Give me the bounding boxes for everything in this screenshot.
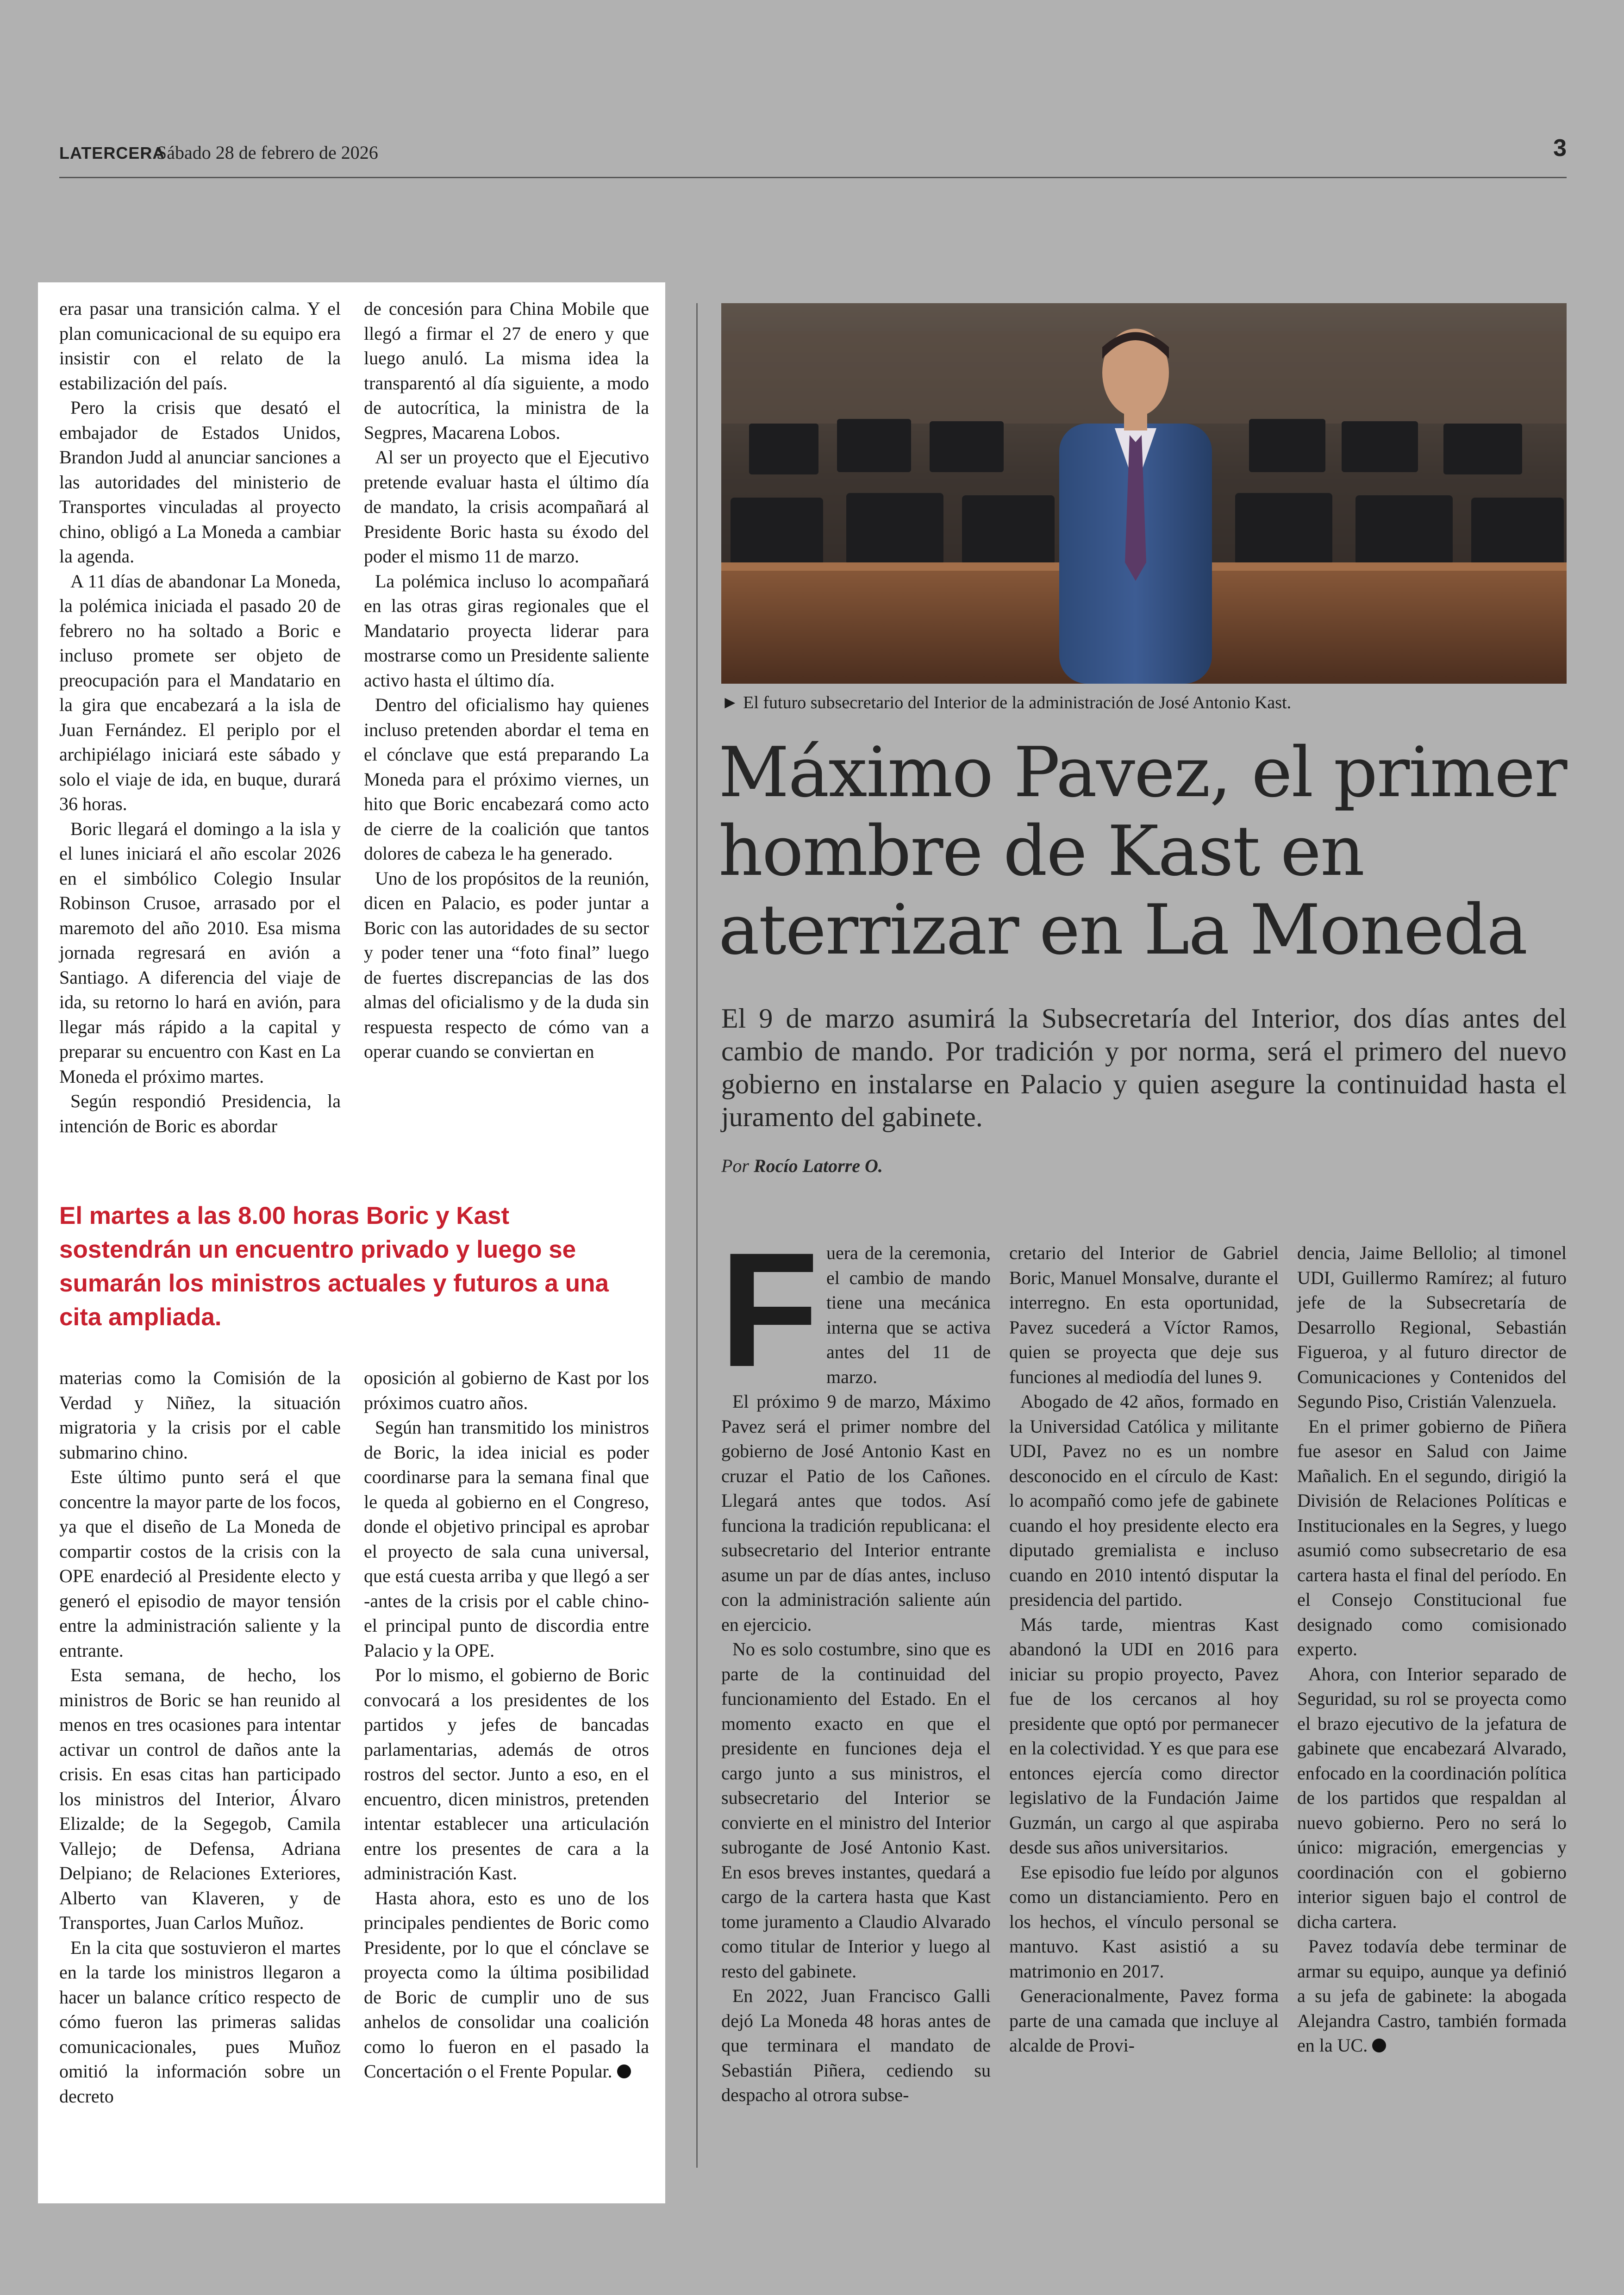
paragraph: En 2022, Juan Francisco Galli dejó La Moneda 48 horas antes de que terminara el mandato de Sebastián Piñera, cediendo su despacho al otrora subse- [721,1985,991,2105]
end-of-article-mark [1372,2039,1386,2052]
page-header [59,134,1567,176]
left-column-1-bottom [59,1366,341,2108]
paragraph: Generacionalmente, Pavez forma parte de una camada que incluye al alcalde de Provi- [1009,1985,1279,2056]
left-column-1-top [59,296,341,1138]
portrait-photo [721,303,1567,684]
drop-cap: F [719,1218,819,1401]
paragraph: Más tarde, mientras Kast abandonó la UDI en 2016 para iniciar su propio proyecto, Pavez fue de los cercanos al hoy presidente que optó por permanecer en la colectividad. Y es que para ese entonces ejercía como director legislativo de la Fundación Jaime Guzmán, un cargo al que aspiraba desde sus años universitarios. [1009,1614,1279,1858]
article-column-3 [1297,1241,1567,2058]
left-column-2-top [364,296,649,1064]
paragraph-text: Hasta ahora, esto es uno de los principales pendientes de Boric como Presidente, por lo que el cónclave se proyecta como la última posibilidad de Boric de cumplir uno de sus anhelos de consolidar una coalición como lo fueron en el pasado la Concertación o el Frente Popular. [364,1887,649,2082]
paragraph: En el primer gobierno de Piñera fue asesor en Salud con Jaime Mañalich. En el segundo, dirigió la División de Relaciones Políticas e Institucionales en la Segres, y luego asumió como subsecretario de esa cartera hasta el final del período. En el Consejo Constitucional fue designado como comisionado experto. [1297,1416,1567,1659]
pull-quote: El martes a las 8.00 horas Boric y Kast sostendrán un encuentro privado y luego se sumarán los ministros actuales y futuros a una cita ampliada. [59,1202,609,1331]
paragraph: materias como la Comisión de la Verdad y Niñez, la situación migratoria y la crisis por el cable submarino chino. [59,1367,341,1463]
paragraph: Boric llegará el domingo a la isla y el lunes iniciará el año escolar 2026 en el simbólico Colegio Insular Robinson Crusoe, arrasado por el maremoto del año 2010. Esa misma jornada regresará en avión a Santiago. A diferencia del viaje de ida, su retorno lo hará en avión, para llegar más rápido a la capital y preparar su encuentro con Kast en La Moneda el próximo martes. [59,818,341,1087]
byline [721,1155,883,1177]
issue-date: Sábado 28 de febrero de 2026 [156,142,378,163]
paragraph: No es solo costumbre, sino que es parte de la continuidad del funcionamiento del Estado. En el momento exacto en que el presidente en funciones deja el cargo junto a sus ministros, el subsecretario del Interior se convierte en el ministro del Interior subrogante de José Antonio Kast. En esos breves instantes, quedará a cargo de la cartera hasta que Kast tome juramento a Claudio Alvarado como titular de Interior y luego al resto del gabinete. [721,1639,991,1982]
paragraph: A 11 días de abandonar La Moneda, la polémica iniciada el pasado 20 de febrero no ha soltado a Boric e incluso promete ser objeto de preocupación para el Mandatario en la gira que encabezará a la isla de Juan Fernández. El periplo por el archipiélago iniciará este sábado y solo el viaje de ida, en buque, durará 36 horas. [59,570,341,814]
page-number: 3 [1553,135,1567,162]
paragraph [1297,1934,1567,2058]
left-column-2-bottom [364,1366,649,2084]
article-column-2 [1009,1241,1279,2058]
byline-author: Rocío Latorre O. [754,1155,883,1176]
paragraph: dencia, Jaime Bellolio; al timonel UDI, Guillermo Ramírez; al futuro jefe de la Subsecretaría de Desarrollo Regional, Sebastián Figueroa, y al futuro director de Comunicaciones y Contenidos del Segundo Piso, Cristián Valenzuela. [1297,1242,1567,1412]
paragraph: cretario del Interior de Gabriel Boric, Manuel Monsalve, durante el interregno. En esta oportunidad, Pavez sucederá a Víctor Ramos, quien se proyecta que deje sus funciones al mediodía del lunes 9. [1009,1242,1279,1387]
paragraph: Esta semana, de hecho, los ministros de Boric se han reunido al menos en tres ocasiones para intentar activar un control de daños ante la crisis. En esas citas han participado los ministros del Interior, Álvaro Elizalde; de la Segegob, Camila Vallejo; de Defensa, Adriana Delpiano; de Relaciones Exteriores, Alberto van Klaveren, y de Transportes, Juan Carlos Muñoz. [59,1665,341,1933]
paragraph: La polémica incluso lo acompañará en las otras giras regionales que el Mandatario proyecta liderar para mostrarse como un Presidente saliente activo hasta el último día. [364,570,649,691]
newspaper-brand: LATERCERA [59,143,165,162]
paragraph: Por lo mismo, el gobierno de Boric convocará a los presidentes de los partidos y jefes de bancadas parlamentarias, además de otros rostros del sector. Junto a eso, en el encuentro, dicen ministros, pretenden intentar establecer una articulación entre los presentes de cara a la administración Kast. [364,1665,649,1883]
end-of-article-mark [617,2064,631,2078]
article-headline: Máximo Pavez, el primer hombre de Kast en aterrizar en La Moneda [718,733,1567,970]
paragraph: Este último punto será el que concentre la mayor parte de los focos, ya que el diseño de La Moneda de compartir costos de la crisis con la OPE enardeció al Presidente electo y generó el episodio de mayor tensión entre la administración saliente y la entrante. [59,1466,341,1661]
paragraph: Ahora, con Interior separado de Seguridad, su rol se proyecta como el brazo ejecutivo de la jefatura de gabinete que encabezará Alvarado, enfocado en la coordinación política de los partidos que respaldan al nuevo gobierno. Pero no será lo único: migración, emergencias y coordinación con el gobierno interior siguen bajo el control de dicha cartera. [1297,1663,1567,1932]
paragraph: oposición al gobierno de Kast por los próximos cuatro años. [364,1367,649,1413]
paragraph: Según respondió Presidencia, la intención de Boric es abordar [59,1091,341,1136]
paragraph: Uno de los propósitos de la reunión, dicen en Palacio, es poder juntar a Boric con las autoridades de su sector y poder tener una “foto final” luego de fuertes discrepancias de las dos almas del oficialismo y de la duda sin respuesta respecto de cómo van a operar cuando se conviertan en [364,867,649,1062]
paragraph: Pero la crisis que desató el embajador de Estados Unidos, Brandon Judd al anunciar sanciones a las autoridades del ministerio de Transportes vinculadas al proyecto chino, obligó a La Moneda a cambiar la agenda. [59,397,341,567]
byline-prefix: Por [721,1155,749,1176]
paragraph: En la cita que sostuvieron el martes en la tarde los ministros llegaron a hacer un balance crítico respecto de cómo fueron las primeras salidas comunicacionales, pues Muñoz omitió la información sobre un decreto [59,1937,341,2107]
paragraph: uera de la ceremonia, el cambio de mando tiene una mecánica interna que se activa antes del 11 de marzo. [826,1242,991,1387]
paragraph: Según han transmitido los ministros de Boric, la idea inicial es poder coordinarse para la semana final que le queda al gobierno en el Congreso, donde el objetivo principal es aprobar el proyecto de sala cuna universal, que está cuesta arriba y que llegó a ser -antes de la crisis por el cable chino- el principal punto de discordia entre Palacio y la OPE. [364,1417,649,1661]
paragraph: Ese episodio fue leído por algunos como un distanciamiento. Pero en los hechos, el vínculo personal se mantuvo. Kast asistió a su matrimonio en 2017. [1009,1861,1279,1982]
paragraph [364,1886,649,2084]
paragraph: El próximo 9 de marzo, Máximo Pavez será el primer nombre del gobierno de José Antonio Kast en cruzar el Patio de los Cañones. Llegará antes que todos. Así funciona la tradición republicana: el subsecretario del Interior entrante asume un par de días antes, incluso con la administración saliente aún en ejercicio. [721,1391,991,1635]
column-divider [696,303,698,2168]
paragraph: de concesión para China Mobile que llegó a firmar el 27 de enero y que luego anuló. La misma idea la transparentó al día siguiente, a modo de autocrítica, la ministra de la Segpres, Macarena Lobos. [364,298,649,443]
paragraph: Abogado de 42 años, formado en la Universidad Católica y militante UDI, Pavez no es un nombre desconocido en el círculo de Kast: lo acompañó como jefe de gabinete cuando el hoy presidente electo era diputado gremialista e incluso cuando en 2010 intentó disputar la presidencia del partido. [1009,1391,1279,1610]
article-column-1 [719,1218,991,2108]
paragraph: Al ser un proyecto que el Ejecutivo pretende evaluar hasta el último día de mandato, la crisis acompañará al Presidente Boric hasta su éxodo del poder el mismo 11 de marzo. [364,447,649,567]
paragraph-text: Pavez todavía debe terminar de armar su equipo, aunque ya definió a su jefa de gabinete: la abogada Alejandra Castro, también formada en la UC. [1297,1936,1567,2056]
paragraph: Dentro del oficialismo hay quienes incluso pretenden abordar el tema en el cónclave que está preparando La Moneda para el próximo viernes, un hito que Boric encabezará como acto de cierre de la coalición que tantos dolores de cabeza le ha generado. [364,694,649,864]
header-rule [59,177,1567,178]
paragraph: era pasar una transición calma. Y el plan comunicacional de su equipo era insistir con el relato de la estabilización del país. [59,298,341,393]
article-deck: El 9 de marzo asumirá la Subsecretaría del Interior, dos días antes del cambio de mando. Por tradición y por norma, será el primero del nuevo gobierno en instalarse en Palacio y quien asegure la continuidad hasta el juramento del gabinete. [721,1003,1567,1132]
photo-caption: ► El futuro subsecretario del Interior de la administración de José Antonio Kast. [721,693,1292,712]
